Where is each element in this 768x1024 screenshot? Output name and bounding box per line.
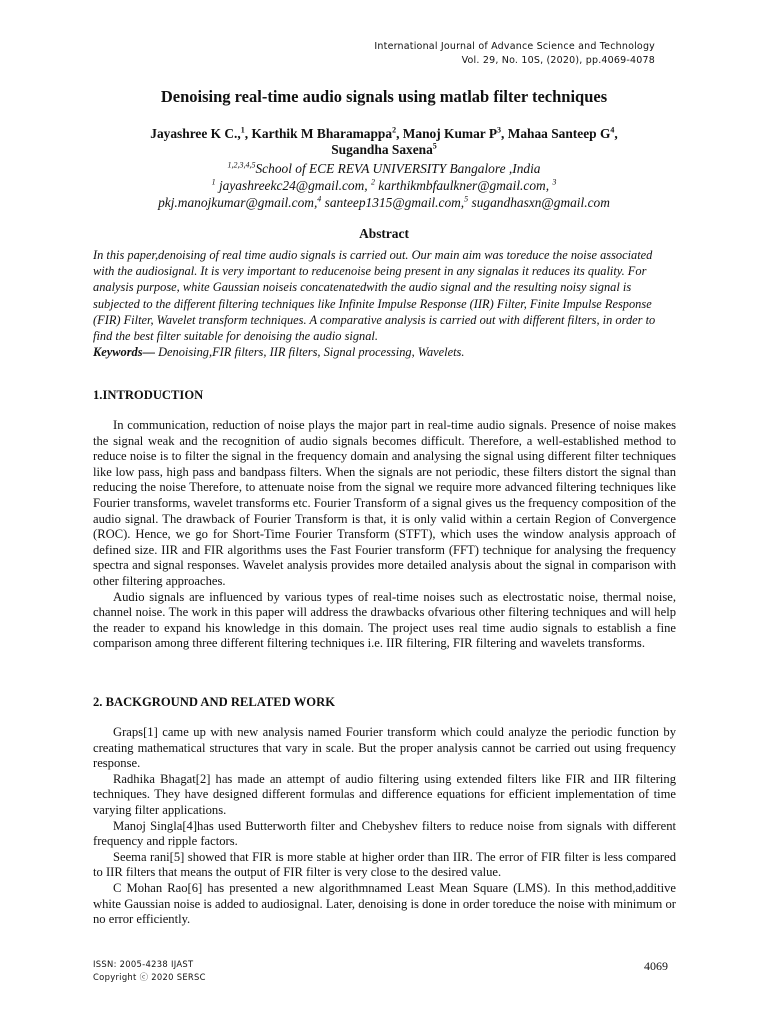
email-4: santeep1315@gmail.com, bbox=[321, 195, 465, 210]
abstract-block bbox=[93, 247, 676, 360]
keywords-line bbox=[93, 344, 676, 360]
intro-heading: 1.INTRODUCTION bbox=[93, 388, 204, 402]
background-paragraph-5: C Mohan Rao[6] has presented a new algorithmnamed Least Mean Square (LMS). In this method,additive white Gaussian noise is added to audiosignal. Later, denoising is done in order toreduce the noise with minimum or no error efficiently. bbox=[93, 880, 676, 927]
keywords-label: Keywords— bbox=[93, 345, 155, 360]
keywords-text: Denoising,FIR filters, IIR filters, Signal processing, Wavelets. bbox=[154, 345, 465, 360]
affiliation-school: School of ECE REVA UNIVERSITY Bangalore ,India bbox=[255, 161, 541, 176]
author-3-sup: 3 bbox=[497, 125, 501, 135]
journal-name: International Journal of Advance Science and Technology bbox=[374, 41, 655, 52]
email-2: karthikmbfaulkner@gmail.com, bbox=[374, 178, 553, 193]
background-paragraph-2: Radhika Bhagat[2] has made an attempt of audio filtering using extended filters like FIR and IIR filtering techniques. They have designed different formulas and difference equations for efficient implementation of time varying filter applications. bbox=[93, 771, 676, 817]
page-number: 4069 bbox=[644, 959, 668, 973]
author-4: , Mahaa Santeep G bbox=[501, 126, 611, 141]
author-5: Sugandha Saxena bbox=[331, 142, 433, 157]
author-list bbox=[100, 126, 668, 158]
author-2: , Karthik M Bharamappa bbox=[244, 126, 393, 141]
author-separator: , bbox=[614, 126, 618, 141]
affiliation-sup: 1,2,3,4,5 bbox=[227, 160, 256, 170]
issn: ISSN: 2005-4238 IJAST bbox=[93, 959, 194, 969]
journal-header bbox=[374, 40, 655, 68]
email-3: pkj.manojkumar@gmail.com, bbox=[158, 195, 318, 210]
intro-paragraph-2: Audio signals are influenced by various types of real-time noises such as electrostatic noise, thermal noise, channel noise. The work in this paper will address the drawbacks ofvarious other filtering techniques and will help the reader to expand his knowledge in this domain. The project uses real time audio signals to establish a fine comparison among three different filtering techniques i.e. IIR filtering, FIR filtering and wavelets transforms. bbox=[93, 589, 676, 651]
footer-left bbox=[93, 958, 206, 984]
email-3-sup: 3 bbox=[552, 177, 557, 187]
abstract-heading: Abstract bbox=[359, 226, 409, 241]
background-paragraph-4: Seema rani[5] showed that FIR is more stable at higher order than IIR. The error of FIR filter is less compared to IIR filters that means the output of FIR filter is very close to the desired value. bbox=[93, 849, 676, 880]
email-2-sup: 2 bbox=[370, 177, 375, 187]
background-body bbox=[93, 725, 676, 928]
paper-title: Denoising real-time audio signals using matlab filter techniques bbox=[160, 87, 608, 106]
journal-volume: Vol. 29, No. 10S, (2020), pp.4069-4078 bbox=[461, 55, 655, 66]
author-1: Jayashree K C., bbox=[150, 126, 241, 141]
author-3: , Manoj Kumar P bbox=[396, 126, 497, 141]
background-heading: 2. BACKGROUND AND RELATED WORK bbox=[93, 695, 335, 709]
email-1-sup: 1 bbox=[211, 177, 216, 187]
copyright: Copyright ⓒ 2020 SERSC bbox=[93, 972, 206, 982]
author-2-sup: 2 bbox=[392, 125, 397, 135]
abstract-text: In this paper,denoising of real time audio signals is carried out. Our main aim was toreduce the noise associated with the audiosignal. It is very important to reducenoise being present in any signalas it reduces its quality. For analysis purpose, white Gaussian noiseis concatenatedwith the audio signal and the resulting noisy signal is subjected to the different filtering techniques like Infinite Impulse Response (IIR) Filter, Finite Impulse Response (FIR) Filter, Wavelet transform techniques. A comparative analysis is carried out with different filters, in order to find the best filter suitable for denoising the audio signal. bbox=[93, 248, 656, 344]
author-4-sup: 4 bbox=[610, 125, 615, 135]
intro-body bbox=[93, 418, 676, 652]
intro-paragraph-1: In communication, reduction of noise plays the major part in real-time audio signals. Presence of noise makes the signal weak and the recognition of audio signals becomes difficult. Therefore, a well-established method to reduce noise is to filter the signal in the frequency domain and analysing the signal using different filter techniques like low pass, high pass and bandpass filters. When the signals are not periodic, these filters distort the signal than reducing the noise Therefore, to attenuate noise from the signal we require more advanced filtering techniques like Fourier transforms, wavelet transforms etc. Fourier Transform of a signal gives us the frequency composition of the audio signal. The drawback of Fourier Transform is that, it is only valid within a certain Region of Convergence (ROC). Hence, we go for Short-Time Fourier Transform (STFT), which uses the window analysis approach of defined size. IIR and FIR algorithms uses the Fast Fourier transform (FFT) technique for analysing the frequency spectra and signal responses. Wavelet analysis provides more detailed analysis about the signal in comparison with other filtering approaches. bbox=[93, 418, 676, 588]
author-1-sup: 1 bbox=[240, 125, 245, 135]
background-paragraph-3: Manoj Singla[4]has used Butterworth filter and Chebyshev filters to reduce noise from signals with different frequency and ripple factors. bbox=[93, 818, 676, 849]
email-1: jayashreekc24@gmail.com, bbox=[215, 178, 371, 193]
affiliation-block bbox=[80, 160, 688, 211]
email-5-sup: 5 bbox=[464, 194, 469, 204]
author-5-sup: 5 bbox=[432, 141, 437, 151]
email-4-sup: 4 bbox=[317, 194, 322, 204]
email-5: sugandhasxn@gmail.com bbox=[468, 195, 610, 210]
background-paragraph-1: Graps[1] came up with new analysis named Fourier transform which could analyze the periodic function by creating mathematical structures that vary in scale. But the proper analysis cannot be carried out using frequency response. bbox=[93, 725, 676, 771]
